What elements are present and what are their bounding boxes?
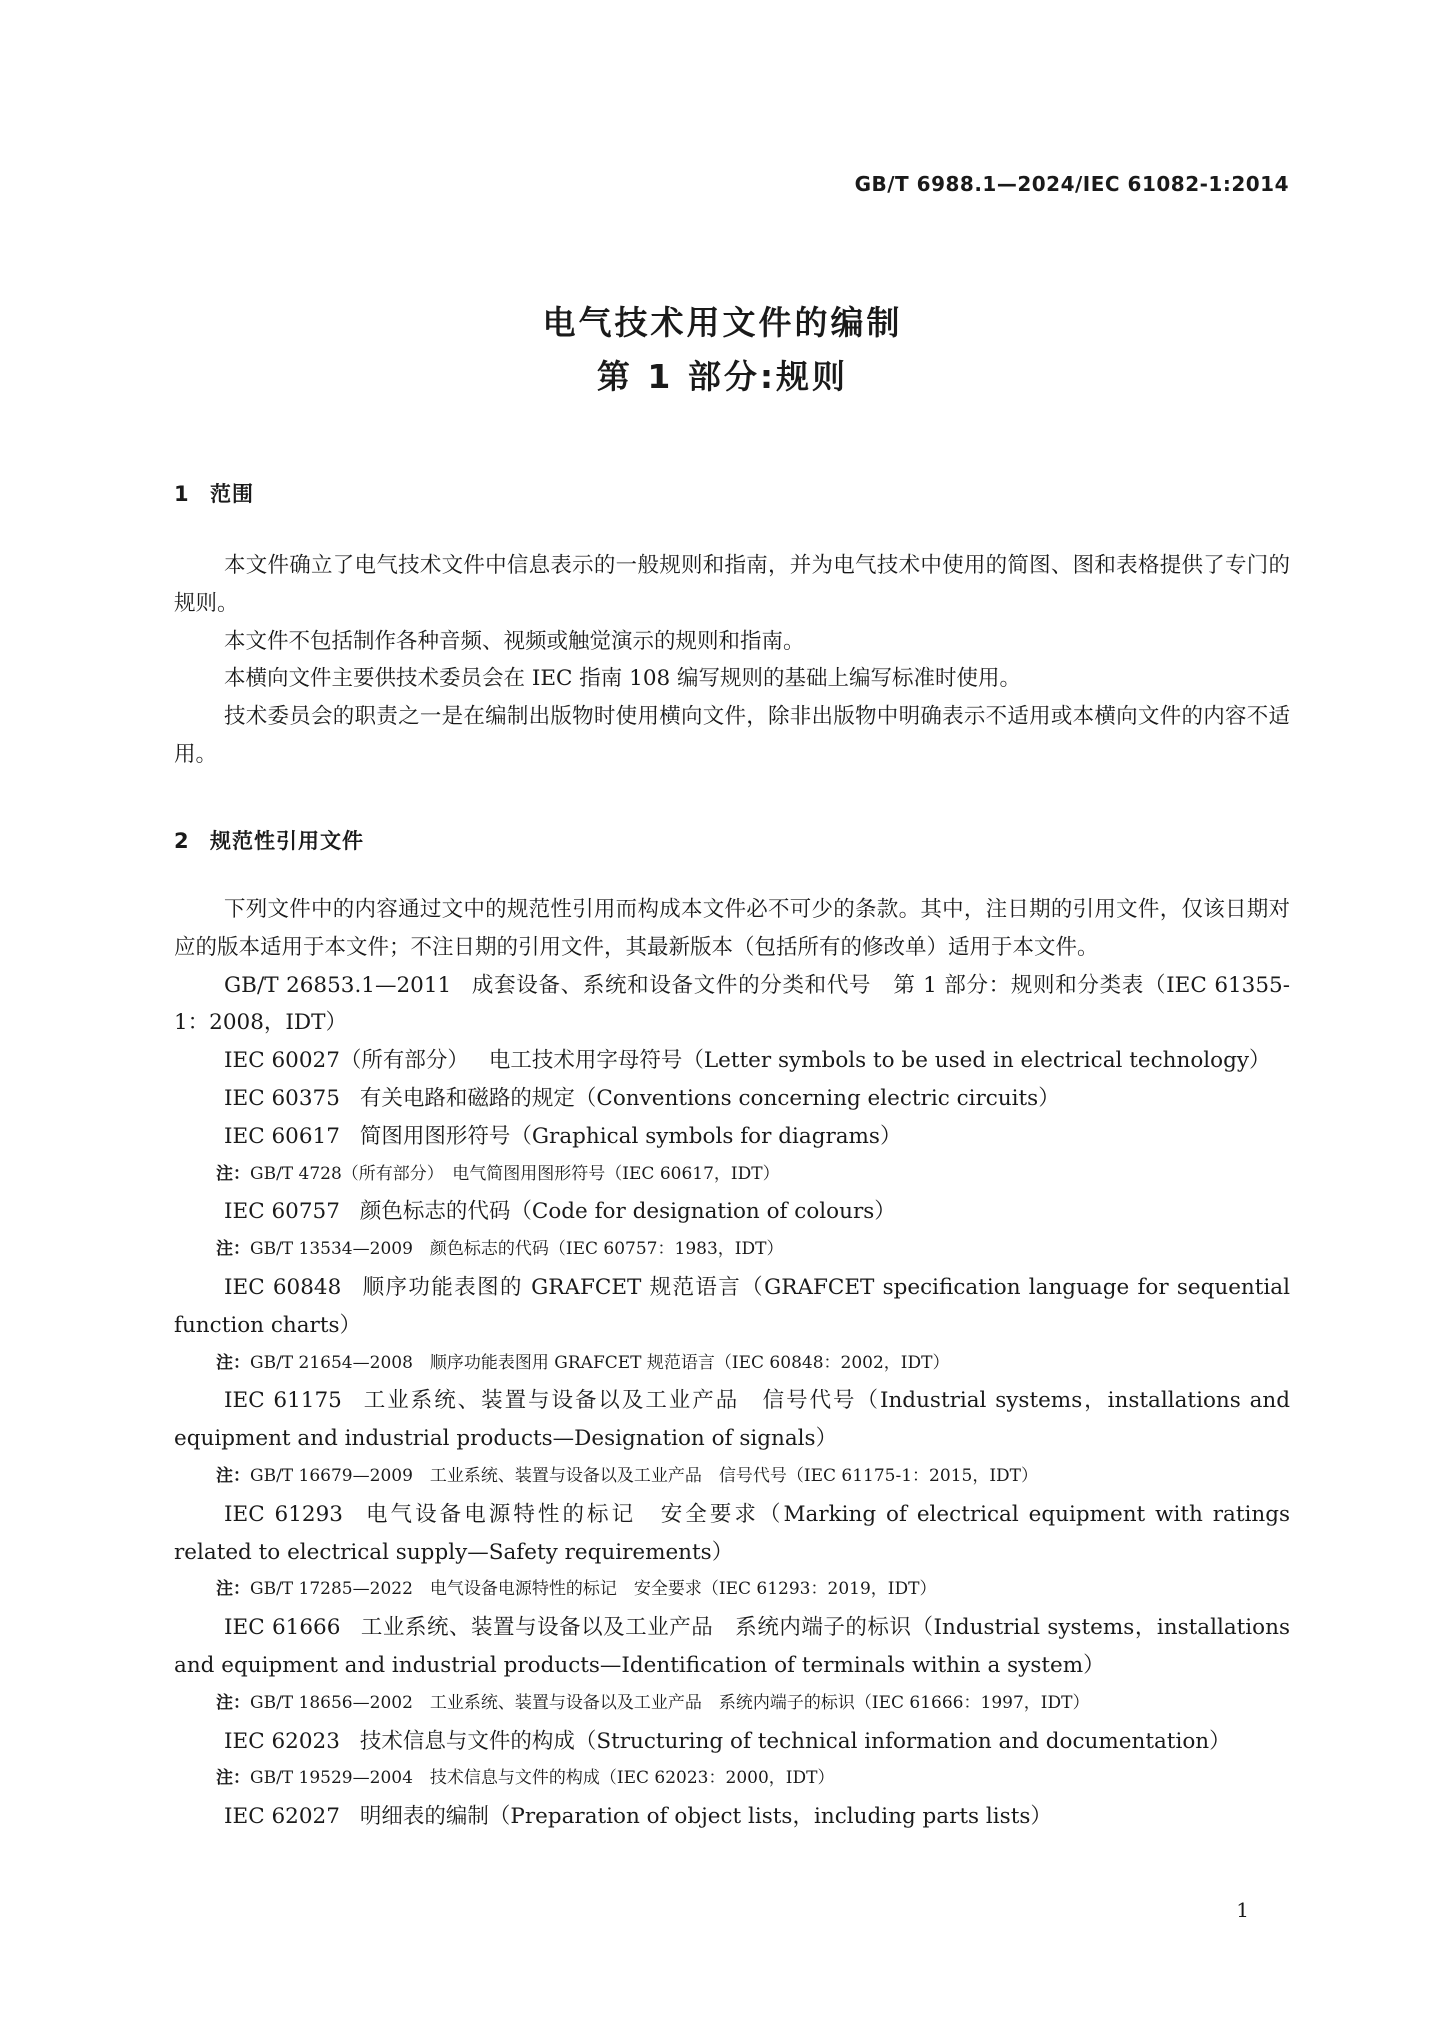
reference-note: [174, 1231, 1290, 1269]
reference-item: [174, 967, 1290, 1043]
reference-code: IEC 62023: [224, 1728, 340, 1754]
reference-code: IEC 60027（所有部分）: [224, 1048, 469, 1074]
section-heading-scope: [174, 478, 254, 508]
scope-paragraph: 技术委员会的职责之一是在编制出版物时使用横向文件，除非出版物中明确表示不适用或本横向文件的内容不适用。: [174, 704, 1290, 767]
reference-item: [174, 1798, 1290, 1836]
reference-code: IEC 61666: [224, 1615, 341, 1641]
reference-code: IEC 60848: [224, 1274, 342, 1300]
reference-code: IEC 61293: [224, 1501, 343, 1527]
section-number: 1: [174, 482, 190, 506]
reference-note: [174, 1685, 1290, 1723]
title-line-2: 第 1 部分:规则: [596, 357, 849, 396]
standard-code: GB/T 6988.1—2024/IEC 61082-1:2014: [854, 172, 1289, 196]
reference-title: 简图用图形符号（Graphical symbols for diagrams）: [359, 1123, 902, 1149]
reference-note: [174, 1345, 1290, 1383]
reference-title: 明细表的编制（Preparation of object lists，including parts lists）: [359, 1804, 1052, 1830]
reference-title: 电气设备电源特性的标记 安全要求（Marking of electrical equipment with ratings related to electrical supply—Safety requirements）: [174, 1501, 1290, 1565]
note-text: GB/T 21654—2008 顺序功能表图用 GRAFCET 规范语言（IEC 60848：2002，IDT）: [250, 1352, 950, 1373]
references-intro: 下列文件中的内容通过文中的规范性引用而构成本文件必不可少的条款。其中，注日期的引用文件，仅该日期对应的版本适用于本文件；不注日期的引用文件，其最新版本（包括所有的修改单）适用于本文件。: [174, 897, 1290, 960]
reference-code: GB/T 26853.1—2011: [224, 972, 452, 998]
reference-code: IEC 60375: [224, 1085, 340, 1111]
section-heading-normative-references: [174, 825, 364, 855]
reference-title: 电工技术用字母符号（Letter symbols to be used in electrical technology）: [488, 1048, 1271, 1074]
reference-title: 有关电路和磁路的规定（Conventions concerning electric circuits）: [359, 1085, 1060, 1111]
reference-item: [174, 1269, 1290, 1345]
scope-body: [174, 547, 1290, 774]
note-text: GB/T 17285—2022 电气设备电源特性的标记 安全要求（IEC 61293：2019，IDT）: [250, 1579, 937, 1600]
reference-title: 技术信息与文件的构成（Structuring of technical information and documentation）: [359, 1728, 1231, 1754]
scope-paragraph: 本文件确立了电气技术文件中信息表示的一般规则和指南，并为电气技术中使用的简图、图和表格提供了专门的规则。: [174, 553, 1290, 616]
section-number: 2: [174, 829, 190, 853]
title-line-1: 电气技术用文件的编制: [542, 303, 903, 342]
reference-title: 成套设备、系统和设备文件的分类和代号 第 1 部分：规则和分类表（IEC 61355-1：2008，IDT）: [174, 972, 1290, 1036]
section-title: 规范性引用文件: [210, 829, 364, 853]
page-number: 1: [1236, 1898, 1249, 1922]
note-text: GB/T 13534—2009 颜色标志的代码（IEC 60757：1983，IDT）: [250, 1239, 784, 1260]
note-label: 注：: [216, 1352, 250, 1373]
reference-code: IEC 60757: [224, 1199, 340, 1225]
scope-paragraph: 本文件不包括制作各种音频、视频或触觉演示的规则和指南。: [224, 628, 805, 654]
reference-code: IEC 60617: [224, 1123, 340, 1149]
reference-code: IEC 62027: [224, 1804, 340, 1830]
reference-note: [174, 1156, 1290, 1194]
reference-title: 顺序功能表图的 GRAFCET 规范语言（GRAFCET specification language for sequential function charts）: [174, 1274, 1290, 1338]
reference-title: 工业系统、装置与设备以及工业产品 系统内端子的标识（Industrial systems，installations and equipment and industrial products—Identification of terminals within a system）: [174, 1615, 1290, 1678]
note-label: 注：: [216, 1579, 250, 1600]
reference-title: 颜色标志的代码（Code for designation of colours）: [359, 1199, 896, 1225]
note-text: GB/T 16679—2009 工业系统、装置与设备以及工业产品 信号代号（IEC 61175-1：2015，IDT）: [250, 1465, 1039, 1486]
reference-title: 工业系统、装置与设备以及工业产品 信号代号（Industrial systems，installations and equipment and industrial products—Designation of signals）: [174, 1388, 1290, 1452]
reference-item: [174, 1042, 1290, 1080]
reference-code: IEC 61175: [224, 1388, 342, 1414]
note-label: 注：: [216, 1239, 250, 1260]
reference-item: [174, 1080, 1290, 1118]
note-label: 注：: [216, 1163, 250, 1184]
section-title: 范围: [210, 482, 254, 506]
reference-item: [174, 1723, 1290, 1761]
reference-item: [174, 1382, 1290, 1458]
document-title: [0, 296, 1445, 404]
reference-item: [174, 1496, 1290, 1572]
note-text: GB/T 18656—2002 工业系统、装置与设备以及工业产品 系统内端子的标识（IEC 61666：1997，IDT）: [250, 1692, 1090, 1713]
reference-note: [174, 1760, 1290, 1798]
reference-note: [174, 1571, 1290, 1609]
note-label: 注：: [216, 1692, 250, 1713]
note-label: 注：: [216, 1768, 250, 1789]
normative-references-body: [174, 891, 1290, 1836]
reference-item: [174, 1193, 1290, 1231]
note-text: GB/T 19529—2004 技术信息与文件的构成（IEC 62023：2000，IDT）: [250, 1768, 835, 1789]
reference-item: [174, 1609, 1290, 1685]
reference-note: [174, 1458, 1290, 1496]
note-label: 注：: [216, 1465, 250, 1486]
scope-paragraph: 本横向文件主要供技术委员会在 IEC 指南 108 编写规则的基础上编写标准时使用。: [224, 666, 1022, 692]
reference-item: [174, 1118, 1290, 1156]
note-text: GB/T 4728（所有部分） 电气简图用图形符号（IEC 60617，IDT）: [250, 1163, 780, 1184]
